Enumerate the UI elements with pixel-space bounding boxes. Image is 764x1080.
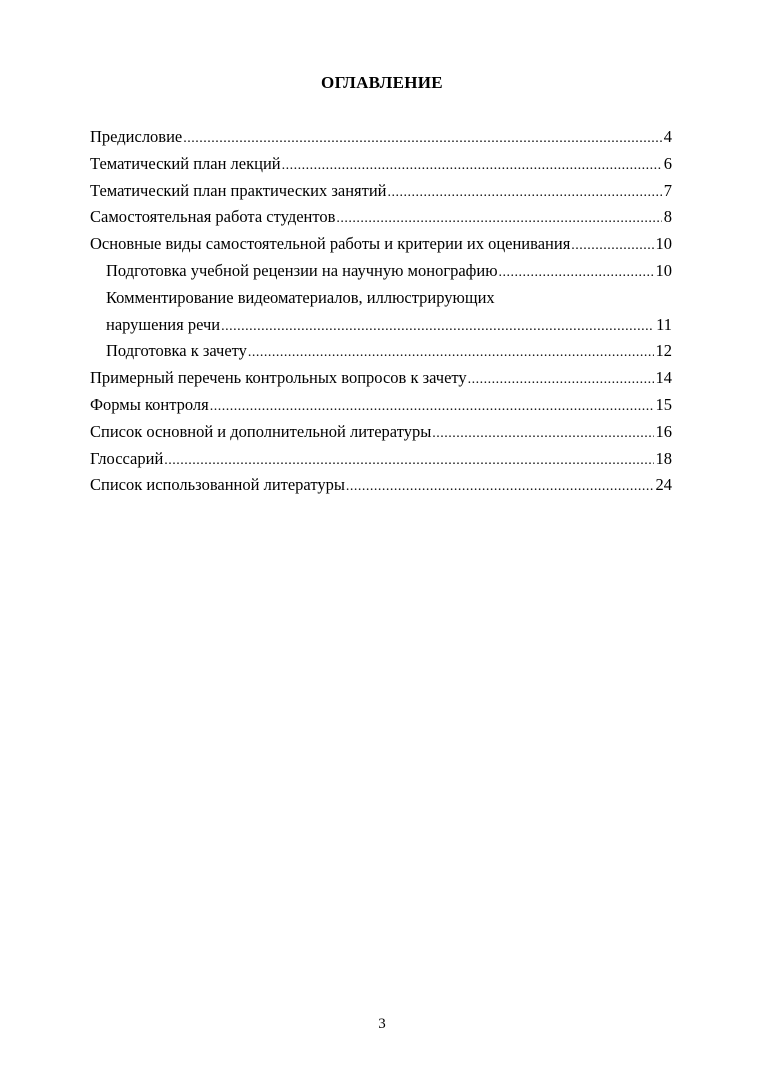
toc-entry-label: Глоссарий	[90, 448, 164, 468]
toc-entry-label: Тематический план практических занятий	[90, 180, 387, 200]
toc-entry-page: 6	[663, 153, 672, 173]
toc-entry-page: 12	[655, 341, 672, 361]
toc-entry-control-questions[interactable]	[90, 365, 672, 392]
toc-entry-lecture-plan[interactable]	[90, 151, 672, 178]
toc-entry-page: 4	[663, 127, 672, 146]
toc-entry-label: нарушения речи	[106, 314, 221, 334]
toc-entry-page: 14	[655, 368, 672, 388]
toc-entry-practice-plan[interactable]	[90, 178, 672, 205]
table-of-contents	[90, 124, 672, 499]
toc-leader-dots	[571, 233, 653, 260]
toc-entry-label: Самостоятельная работа студентов	[90, 207, 336, 227]
toc-leader-dots	[164, 448, 653, 475]
toc-leader-dots	[388, 180, 662, 207]
toc-entry-page: 16	[655, 421, 672, 441]
toc-leader-dots	[210, 394, 654, 421]
toc-entry-page: 11	[656, 314, 672, 334]
toc-entry-page: 18	[655, 448, 672, 468]
toc-leader-dots	[346, 474, 654, 501]
toc-entry-page: 24	[655, 475, 672, 495]
toc-subentry-video-commentary[interactable]	[90, 285, 672, 312]
toc-entry-control-forms[interactable]	[90, 392, 672, 419]
toc-leader-dots	[248, 340, 654, 367]
toc-entry-literature-list[interactable]	[90, 419, 672, 446]
toc-subentry-exam-prep[interactable]	[90, 338, 672, 365]
toc-entry-references[interactable]	[90, 472, 672, 499]
toc-entry-label: Формы контроля	[90, 394, 209, 414]
toc-entry-label: Подготовка учебной рецензии на научную монографию	[106, 260, 498, 280]
toc-leader-dots	[282, 153, 662, 180]
toc-entry-page: 7	[663, 180, 672, 200]
toc-entry-independent-work[interactable]	[90, 204, 672, 231]
toc-entry-label: Основные виды самостоятельной работы и критерии их оценивания	[90, 234, 571, 254]
toc-entry-label: Примерный перечень контрольных вопросов к зачету	[90, 368, 467, 388]
toc-entry-label: Список основной и дополнительной литературы	[90, 421, 432, 441]
toc-leader-dots	[499, 260, 654, 287]
toc-leader-dots	[183, 126, 662, 153]
toc-entry-glossary[interactable]	[90, 446, 672, 473]
toc-entry-work-types[interactable]	[90, 231, 672, 258]
toc-leader-dots	[221, 314, 654, 341]
toc-entry-label: Подготовка к зачету	[106, 341, 247, 361]
toc-leader-dots	[432, 421, 653, 448]
toc-entry-label: Комментирование видеоматериалов, иллюстрирующих	[106, 287, 495, 307]
toc-leader-dots	[336, 206, 661, 233]
page-number: 3	[378, 1016, 386, 1032]
toc-entry-label: Список использованной литературы	[90, 475, 345, 495]
toc-entry-label: Предисловие	[90, 127, 183, 146]
toc-subentry-review[interactable]	[90, 258, 672, 285]
toc-leader-dots	[468, 367, 654, 394]
toc-entry-page: 10	[655, 260, 672, 280]
toc-entry-preface[interactable]	[90, 124, 672, 151]
toc-entry-page: 8	[663, 207, 672, 227]
toc-entry-label: Тематический план лекций	[90, 153, 281, 173]
toc-entry-page: 15	[655, 394, 672, 414]
toc-entry-page: 10	[655, 234, 672, 254]
toc-title: ОГЛАВЛЕНИЕ	[321, 73, 443, 92]
toc-subentry-video-commentary-cont[interactable]	[90, 312, 672, 339]
